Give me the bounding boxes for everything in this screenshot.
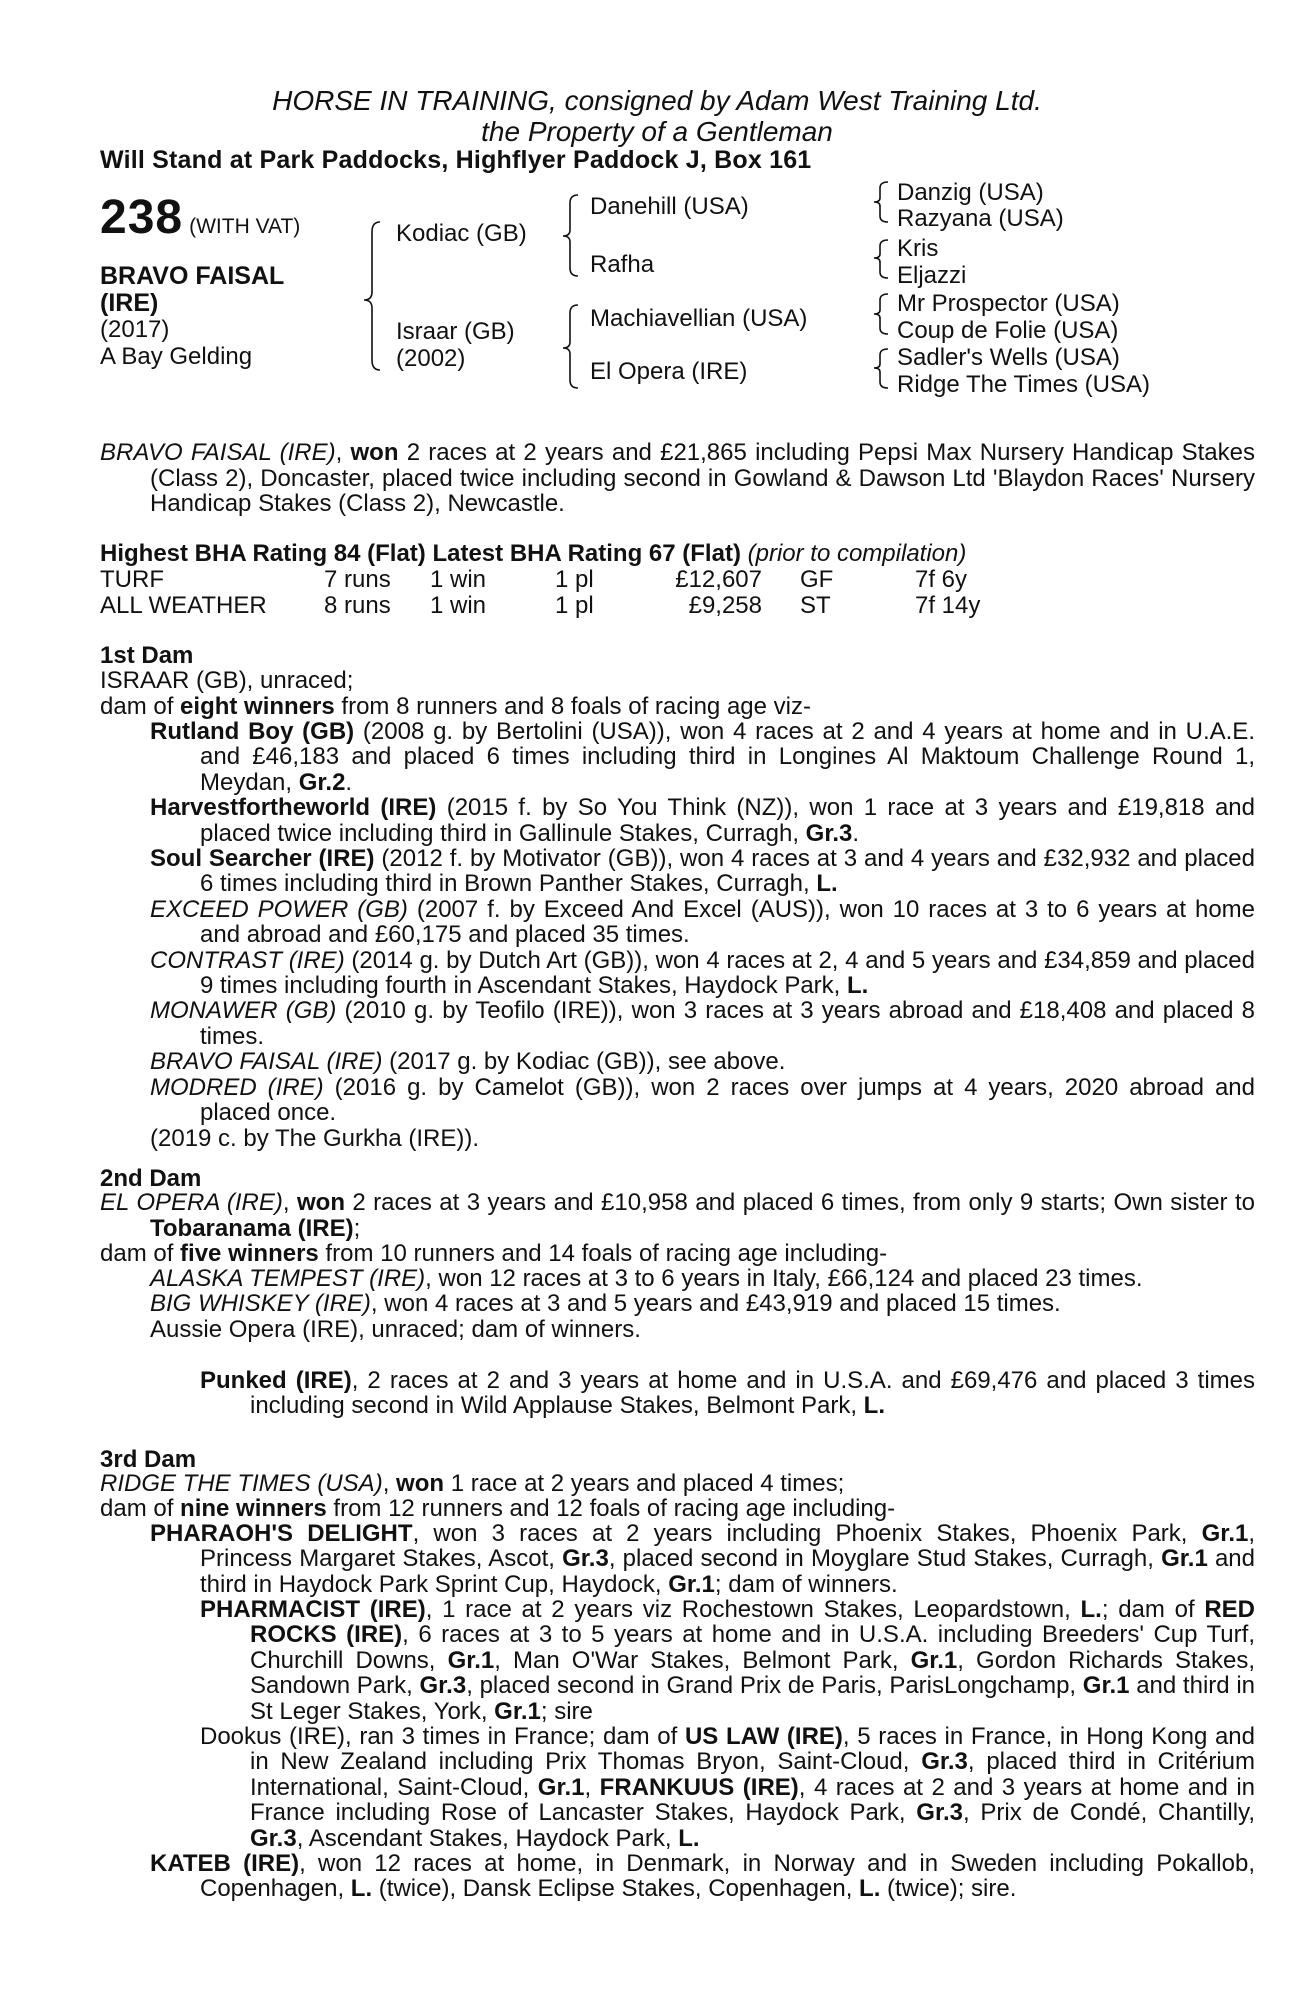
- second-dam-line2: [100, 1241, 1205, 1267]
- first-dam-line2: [100, 694, 1205, 720]
- produce-entry: [150, 719, 1255, 1151]
- dam-name: EL OPERA (IRE): [100, 1189, 283, 1216]
- amount: £9,258: [688, 592, 762, 619]
- grade: Gr.1: [1082, 1672, 1130, 1700]
- horse-year: (2017): [100, 316, 170, 343]
- text: , 5 races in France, in Hong Kong and in New Zealand including Prix Thomas Bryon, Saint-Cloud,: [250, 1723, 1255, 1776]
- produce-name: MODRED (IRE): [150, 1073, 324, 1101]
- third-dam-title: 3rd Dam: [100, 1446, 197, 1473]
- text: from 8 runners and 8 foals of racing age viz-: [334, 693, 811, 720]
- summary-text: 2 races at 2 years and £21,865 including Pepsi Max Nursery Handicap Stakes (Class 2), Doncaster, placed twice including second in Gowland & Dawson Ltd 'Blaydon Races' Nursery Handicap Stakes (Class 2), Newcastle.: [150, 439, 1256, 517]
- amount: £12,607: [675, 566, 762, 593]
- pedigree-sdd: Eljazzi: [897, 262, 967, 289]
- summary-won: won: [350, 439, 399, 466]
- text: , won 12 races at home, in Denmark, in Norway and in Sweden including Pokallob, Copenhagen,: [200, 1850, 1255, 1903]
- brace-sire-line: [563, 195, 578, 276]
- text: ;: [353, 1214, 361, 1242]
- text: from 12 runners and 12 foals of racing age including-: [326, 1495, 896, 1522]
- text: (twice); sire.: [880, 1875, 1017, 1903]
- second-dam-title: 2nd Dam: [100, 1165, 202, 1192]
- pedigree-dam-sire: Machiavellian (USA): [590, 305, 808, 332]
- horse-name: BRAVO FAISAL: [100, 262, 285, 290]
- surface: TURF: [100, 566, 164, 593]
- grade: L.: [1080, 1596, 1102, 1623]
- grade: Gr.3: [921, 1748, 968, 1776]
- first-dam-line1: ISRAAR (GB), unraced;: [100, 667, 354, 694]
- produce-name: EXCEED POWER (GB): [150, 895, 408, 923]
- vat-note: (WITH VAT): [189, 215, 301, 238]
- going: ST: [800, 592, 831, 619]
- text: , won 3 races at 2 years including Phoenix Stakes, Phoenix Park,: [412, 1520, 1202, 1547]
- horse-suffix: (IRE): [100, 289, 159, 317]
- text: (twice), Dansk Eclipse Stakes, Copenhagen,: [372, 1875, 860, 1903]
- produce-entry: [150, 1266, 1255, 1342]
- produce-text: (2015 f. by So You Think (NZ)), won 1 race at 3 years and £19,818 and placed twice including third in Gallinule Stakes, Curragh,: [200, 794, 1255, 847]
- text: 1 race at 2 years and placed 4 times;: [444, 1470, 845, 1497]
- text: ; sire: [540, 1697, 593, 1725]
- produce-name: Soul Searcher (IRE): [150, 845, 375, 873]
- text: , Prix de Condé, Chantilly,: [962, 1799, 1255, 1827]
- text: ,: [382, 1470, 397, 1497]
- text: .: [852, 819, 860, 847]
- horse-description: A Bay Gelding: [100, 343, 253, 370]
- ratings-note: (prior to compilation): [740, 540, 967, 567]
- summary-horse-name: BRAVO FAISAL (IRE): [100, 439, 336, 466]
- brace-ss: [874, 182, 888, 222]
- produce-text: (2019 c. by The Gurkha (IRE)).: [150, 1124, 480, 1152]
- produce-entry: [150, 1521, 1255, 1597]
- wins: 1 win: [430, 592, 487, 619]
- produce-name: BRAVO FAISAL (IRE): [150, 1048, 383, 1076]
- race-summary: BRAVO FAISAL (IRE), won 2 races at 2 years and £21,865 including Pepsi Max Nursery Handicap Stakes (Class 2), Doncaster, placed twice including second in Gowland & Dawson Ltd 'Blaydon Races' Nursery Handicap Stakes (Class 2), Newcastle.: [100, 439, 1256, 517]
- placed: 1 pl: [555, 566, 594, 593]
- text: .: [345, 768, 353, 796]
- bha-ratings: [100, 540, 966, 568]
- text: , Princess Margaret Stakes, Ascot,: [200, 1520, 1256, 1573]
- brace-sd: [874, 240, 888, 278]
- pedigree-dam-dam: El Opera (IRE): [590, 358, 748, 385]
- going: GF: [800, 566, 834, 593]
- produce-entry: [150, 1851, 1255, 1902]
- property-heading: the Property of a Gentleman: [481, 116, 833, 147]
- text: , Gordon Richards Stakes, Sandown Park,: [250, 1646, 1255, 1700]
- won: won: [296, 1189, 345, 1216]
- grade: L.: [859, 1875, 881, 1903]
- produce-name: PHARAOH'S DELIGHT: [150, 1520, 413, 1547]
- produce-text: (2014 g. by Dutch Art (GB)), won 4 races at 2, 4 and 5 years and £34,859 and placed 9 times including fourth in Ascendant Stakes, Haydock Park,: [200, 946, 1255, 1000]
- produce-text: (2008 g. by Bertolini (USA)), won 4 races at 2 and 4 years at home and in U.A.E. and £46,183 and placed 6 times including third in Longines Al Maktoum Challenge Round 1, Meydan,: [200, 718, 1255, 796]
- pedigree-sire-dam: Rafha: [590, 251, 655, 278]
- offspring-name: RED ROCKS (IRE): [250, 1596, 1255, 1649]
- text: , Man O'War Stakes, Belmont Park,: [494, 1646, 911, 1674]
- grade: L.: [350, 1875, 373, 1903]
- text: , placed second in Grand Prix de Paris, ParisLongchamp,: [466, 1672, 1083, 1700]
- text: ; dam of winners.: [714, 1570, 898, 1598]
- produce-text: (2017 g. by Kodiac (GB)), see above.: [382, 1048, 786, 1076]
- text: , 6 races at 3 to 5 years at home and in U.S.A. including Breeders' Cup Turf, Churchill Downs,: [250, 1621, 1255, 1674]
- text: ,: [282, 1189, 297, 1216]
- grade: Gr.2: [298, 768, 346, 796]
- grade: L.: [863, 1392, 885, 1420]
- pedigree-sss: Danzig (USA): [897, 179, 1044, 206]
- consignor-heading: HORSE IN TRAINING, consigned by Adam West Training Ltd.: [272, 85, 1042, 116]
- produce-text: (2007 f. by Exceed And Excel (AUS)), won 10 races at 3 to 6 years at home and abroad and £60,175 and placed 35 times.: [200, 895, 1256, 949]
- produce-name: MONAWER (GB): [150, 997, 337, 1025]
- wins: 1 win: [430, 566, 487, 593]
- third-dam-line2: [100, 1496, 1205, 1522]
- text: , Ascendant Stakes, Haydock Park,: [296, 1824, 679, 1852]
- pedigree-dam: Israar (GB): [396, 318, 515, 345]
- grade: Gr.1: [1201, 1520, 1249, 1547]
- pedigree-dam-year: (2002): [396, 345, 466, 372]
- pedigree-dss: Mr Prospector (USA): [897, 290, 1120, 317]
- winner-count: five winners: [180, 1240, 319, 1267]
- produce-text: (2012 f. by Motivator (GB)), won 4 races at 3 and 4 years and £32,932 and placed 6 times including third in Brown Panther Stakes, Curragh,: [200, 845, 1255, 898]
- produce-name: Harvestfortheworld (IRE): [150, 794, 437, 822]
- produce-text: Aussie Opera (IRE), unraced; dam of winners.: [150, 1315, 641, 1343]
- produce-text: , won 4 races at 3 and 5 years and £43,919 and placed 15 times.: [370, 1290, 1061, 1318]
- grade: Gr.1: [537, 1773, 585, 1801]
- grade: Gr.1: [910, 1646, 958, 1674]
- brace-dam-line: [563, 305, 578, 388]
- text: dam of: [100, 1240, 181, 1267]
- grade: Gr.3: [250, 1824, 297, 1852]
- produce-name: CONTRAST (IRE): [150, 946, 345, 974]
- stand-location: Will Stand at Park Paddocks, Highflyer Paddock J, Box 161: [100, 146, 812, 174]
- produce-name: PHARMACIST (IRE): [200, 1596, 426, 1623]
- pedigree-sds: Kris: [897, 235, 939, 262]
- text: ; dam of: [1101, 1596, 1205, 1623]
- produce-entry: [200, 1368, 1255, 1419]
- second-dam-line1: [100, 1190, 1255, 1241]
- text: ,: [584, 1773, 600, 1801]
- pedigree-sire-sire: Danehill (USA): [590, 193, 749, 220]
- produce-entry: [200, 1597, 1255, 1851]
- brace-ds: [874, 294, 888, 334]
- distance: 7f 14y: [915, 592, 981, 619]
- third-dam-line1: [100, 1471, 1205, 1497]
- text: dam of: [100, 1495, 181, 1522]
- text: , 4 races at 2 and 3 years at home and in France including Rose of Lancaster Stakes, Haydock Park,: [250, 1773, 1255, 1827]
- grade: L.: [847, 972, 869, 1000]
- text: , 1 race at 2 years viz Rochestown Stakes, Leopardstown,: [425, 1596, 1081, 1623]
- grade: Gr.3: [419, 1672, 467, 1700]
- produce-name: Punked (IRE): [200, 1367, 352, 1394]
- pedigree-ssd: Razyana (USA): [897, 205, 1064, 232]
- produce-name: KATEB (IRE): [150, 1850, 300, 1877]
- first-dam-title: 1st Dam: [100, 642, 194, 669]
- lot-number: 238: [100, 191, 184, 244]
- distance: 7f 6y: [915, 566, 968, 593]
- produce-text: (2010 g. by Teofilo (IRE)), won 3 races at 3 years abroad and £18,408 and placed 8 times.: [200, 997, 1255, 1050]
- dam-name: RIDGE THE TIMES (USA): [100, 1470, 383, 1497]
- pedigree-dds: Sadler's Wells (USA): [897, 344, 1120, 371]
- grade: Gr.1: [447, 1646, 495, 1674]
- grade: Gr.3: [562, 1545, 609, 1573]
- text: and third in Haydock Park Sprint Cup, Haydock,: [200, 1545, 1256, 1598]
- grade: L.: [678, 1824, 700, 1852]
- won: won: [396, 1470, 445, 1497]
- text: from 10 runners and 14 foals of racing age including-: [318, 1240, 888, 1267]
- grade: Gr.1: [1161, 1545, 1208, 1573]
- placed: 1 pl: [555, 592, 594, 619]
- brace-sire-dam: [364, 222, 380, 370]
- text: 2 races at 3 years and £10,958 and placed 6 times, from only 9 starts; Own sister to: [344, 1189, 1255, 1216]
- text: Dookus (IRE), ran 3 times in France; dam of: [200, 1723, 685, 1751]
- offspring-name: US LAW (IRE): [684, 1723, 843, 1751]
- grade: Gr.1: [494, 1697, 541, 1725]
- grade: L.: [816, 870, 838, 898]
- runs: 8 runs: [324, 592, 391, 619]
- winner-count: nine winners: [180, 1495, 327, 1522]
- winner-count: eight winners: [180, 693, 335, 720]
- brace-dd: [874, 349, 888, 388]
- produce-text: , won 12 races at 3 to 6 years in Italy, £66,124 and placed 23 times.: [425, 1265, 1143, 1292]
- produce-name: Rutland Boy (GB): [150, 718, 355, 745]
- grade: Gr.1: [668, 1570, 715, 1598]
- grade: Gr.3: [916, 1799, 963, 1827]
- pedigree-sire: Kodiac (GB): [396, 220, 527, 247]
- text: , placed third in Critérium International, Saint-Cloud,: [250, 1748, 1256, 1801]
- surface: ALL WEATHER: [100, 592, 267, 619]
- sister-name: Tobaranama (IRE): [150, 1214, 354, 1242]
- ratings-bold: Highest BHA Rating 84 (Flat) Latest BHA Rating 67 (Flat): [100, 540, 741, 567]
- pedigree-dsd: Coup de Folie (USA): [897, 317, 1119, 344]
- produce-text: (2016 g. by Camelot (GB)), won 2 races over jumps at 4 years, 2020 abroad and placed once.: [200, 1073, 1255, 1127]
- pedigree-ddd: Ridge The Times (USA): [897, 371, 1150, 398]
- grade: Gr.3: [805, 819, 853, 847]
- produce-name: BIG WHISKEY (IRE): [150, 1290, 371, 1318]
- offspring-name: FRANKUUS (IRE): [599, 1773, 799, 1801]
- produce-text: , 2 races at 2 and 3 years at home and in U.S.A. and £69,476 and placed 3 times including second in Wild Applause Stakes, Belmont Park,: [250, 1367, 1255, 1420]
- text: dam of: [100, 693, 181, 720]
- text: , placed second in Moyglare Stud Stakes, Curragh,: [608, 1545, 1162, 1573]
- runs: 7 runs: [324, 566, 391, 593]
- produce-name: ALASKA TEMPEST (IRE): [150, 1265, 426, 1292]
- text: and third in St Leger Stakes, York,: [250, 1672, 1256, 1725]
